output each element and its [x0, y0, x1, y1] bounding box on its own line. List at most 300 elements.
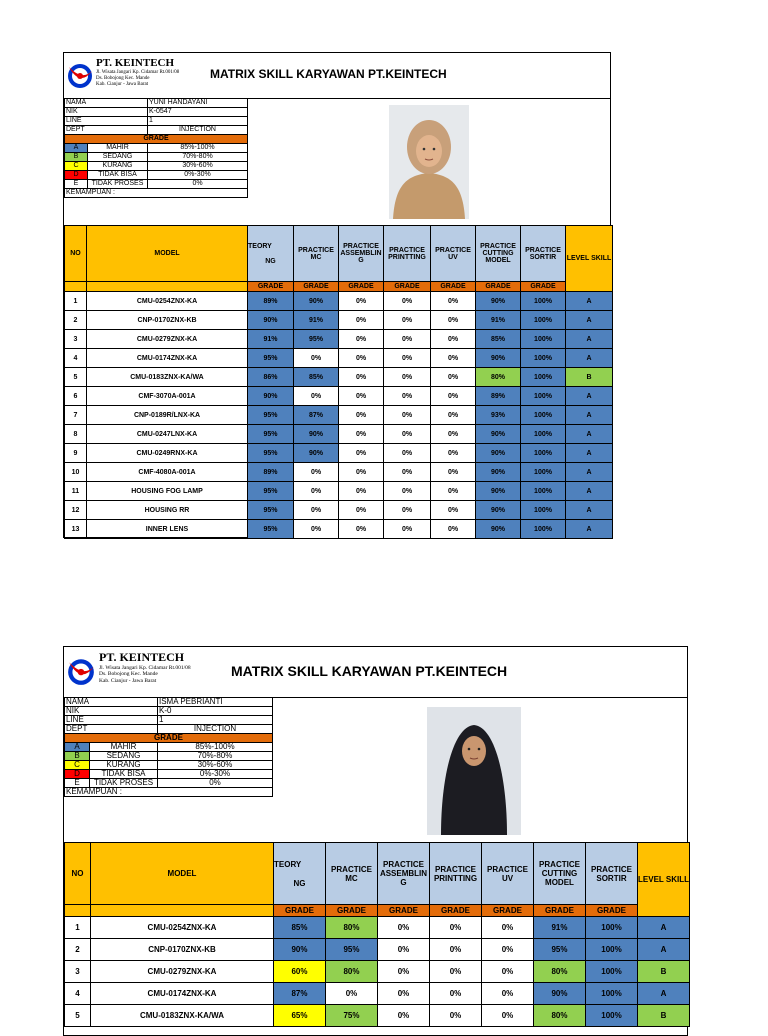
table-row	[65, 463, 613, 482]
nama-label: NAMA	[65, 99, 148, 108]
practice-mc-grade: 95%	[326, 939, 378, 961]
practice-assembling-grade: 0%	[378, 961, 430, 983]
practice-uv-grade: 0%	[431, 311, 476, 330]
grade-subheader: GRADE	[476, 282, 521, 292]
nik-value: K-0	[158, 707, 273, 716]
row-model: CMU-0279ZNX-KA	[91, 961, 274, 983]
row-no: 7	[65, 406, 87, 425]
table-row	[65, 1005, 690, 1027]
row-model: CMU-0183ZNX-KA/WA	[91, 1005, 274, 1027]
practice-assembling-grade: 0%	[378, 917, 430, 939]
nama-label: NAMA	[65, 698, 158, 707]
practice-mc-grade: 75%	[326, 1005, 378, 1027]
skill-table-body	[65, 917, 690, 1027]
teory-grade: 60%	[274, 961, 326, 983]
nik-label: NIK	[65, 707, 158, 716]
grade-code: C	[65, 761, 90, 770]
practice-sortir-grade: 100%	[521, 463, 566, 482]
employee-info-table	[64, 697, 273, 797]
practice-uv-grade: 0%	[431, 292, 476, 311]
row-model: CMU-0174ZNX-KA	[91, 983, 274, 1005]
practice-sortir-grade: 100%	[586, 917, 638, 939]
address-line: Jl. Wisata Jangari Kp. Cidamar Rt.001/08	[96, 70, 180, 75]
row-model: CMU-0249RNX-KA	[87, 444, 248, 463]
row-no: 5	[65, 368, 87, 387]
practice-cutting-grade: 90%	[476, 425, 521, 444]
skill-table	[64, 842, 690, 1027]
grade-legend-title: GRADE	[65, 734, 273, 743]
grade-range: 30%-60%	[158, 761, 273, 770]
col-header-practice-mc: PRACTICE MC	[326, 843, 378, 905]
row-model: HOUSING RR	[87, 501, 248, 520]
grade-subheader: GRADE	[384, 282, 431, 292]
teory-grade: 95%	[248, 501, 294, 520]
row-model: CMU-0254ZNX-KA	[87, 292, 248, 311]
dept-label: DEPT	[65, 725, 158, 734]
row-no: 5	[65, 1005, 91, 1027]
row-no: 10	[65, 463, 87, 482]
practice-sortir-grade: 100%	[521, 349, 566, 368]
practice-sortir-grade: 100%	[521, 292, 566, 311]
grade-range: 85%-100%	[158, 743, 273, 752]
practice-printing-grade: 0%	[384, 520, 431, 539]
practice-mc-grade: 0%	[294, 501, 339, 520]
grade-code: A	[65, 144, 88, 153]
practice-uv-grade: 0%	[431, 520, 476, 539]
col-header-level-skill: LEVEL SKILL	[566, 226, 613, 292]
practice-assembling-grade: 0%	[339, 425, 384, 444]
row-model: CMU-0254ZNX-KA	[91, 917, 274, 939]
teory-grade: 95%	[248, 482, 294, 501]
col-header-model: MODEL	[91, 843, 274, 905]
practice-cutting-grade: 80%	[534, 961, 586, 983]
row-model: CMU-0247LNX-KA	[87, 425, 248, 444]
col-header-teory	[274, 843, 326, 905]
practice-mc-grade: 80%	[326, 917, 378, 939]
dept-value: INJECTION	[158, 725, 273, 734]
nik-label: NIK	[65, 108, 148, 117]
table-row	[65, 917, 690, 939]
sheet-header	[64, 647, 687, 698]
row-no: 11	[65, 482, 87, 501]
practice-printing-grade: 0%	[384, 406, 431, 425]
practice-cutting-grade: 90%	[476, 520, 521, 539]
practice-mc-grade: 90%	[294, 444, 339, 463]
teory-grade: 95%	[248, 406, 294, 425]
table-row	[65, 482, 613, 501]
grade-subheader: GRADE	[521, 282, 566, 292]
sheet-title: MATRIX SKILL KARYAWAN PT.KEINTECH	[231, 663, 508, 679]
practice-cutting-grade: 85%	[476, 330, 521, 349]
level-skill: A	[638, 917, 690, 939]
grade-range: 70%-80%	[148, 153, 248, 162]
row-no: 9	[65, 444, 87, 463]
practice-cutting-grade: 90%	[476, 292, 521, 311]
practice-printing-grade: 0%	[384, 349, 431, 368]
teory-label: TEORY	[274, 859, 302, 869]
dept-label: DEPT	[65, 126, 148, 135]
table-row	[65, 501, 613, 520]
level-skill: A	[566, 501, 613, 520]
practice-printing-grade: 0%	[384, 425, 431, 444]
practice-sortir-grade: 100%	[586, 983, 638, 1005]
grade-code: C	[65, 162, 88, 171]
row-no: 3	[65, 330, 87, 349]
practice-uv-grade: 0%	[482, 917, 534, 939]
practice-mc-grade: 0%	[294, 482, 339, 501]
col-header-practice-uv: PRACTICE UV	[482, 843, 534, 905]
grade-subheader: GRADE	[586, 905, 638, 917]
grade-subheader: GRADE	[482, 905, 534, 917]
table-row	[65, 349, 613, 368]
table-row	[65, 368, 613, 387]
practice-cutting-grade: 90%	[476, 501, 521, 520]
grade-subheader: GRADE	[339, 282, 384, 292]
level-skill: A	[566, 463, 613, 482]
practice-printing-grade: 0%	[384, 292, 431, 311]
practice-uv-grade: 0%	[431, 406, 476, 425]
teory-grade: 90%	[274, 939, 326, 961]
level-skill: A	[566, 311, 613, 330]
row-no: 4	[65, 349, 87, 368]
sheet-title: MATRIX SKILL KARYAWAN PT.KEINTECH	[210, 67, 447, 81]
table-row	[65, 311, 613, 330]
row-no: 8	[65, 425, 87, 444]
grade-label: TIDAK PROSES	[90, 779, 158, 788]
teory-grade: 86%	[248, 368, 294, 387]
level-skill: A	[566, 387, 613, 406]
practice-printing-grade: 0%	[384, 444, 431, 463]
col-header-practice-sortir: PRACTICE SORTIR	[521, 226, 566, 282]
grade-subheader: GRADE	[534, 905, 586, 917]
grade-subheader-blank	[65, 905, 91, 917]
level-skill: A	[566, 406, 613, 425]
skill-table	[64, 225, 613, 539]
teory-grade: 95%	[248, 349, 294, 368]
teory-grade: 65%	[274, 1005, 326, 1027]
col-header-practice-cutting: PRACTICE CUTTING MODEL	[534, 843, 586, 905]
teory-label: TEORY	[248, 242, 272, 250]
grade-range: 0%	[148, 180, 248, 189]
col-header-practice-cutting: PRACTICE CUTTING MODEL	[476, 226, 521, 282]
teory-grade: 89%	[248, 292, 294, 311]
practice-assembling-grade: 0%	[378, 939, 430, 961]
grade-code: A	[65, 743, 90, 752]
col-header-no: NO	[65, 226, 87, 282]
line-value: 1	[158, 716, 273, 725]
row-model: INNER LENS	[87, 520, 248, 539]
table-row	[65, 520, 613, 539]
practice-sortir-grade: 100%	[586, 1005, 638, 1027]
grade-code: B	[65, 752, 90, 761]
level-skill: A	[566, 482, 613, 501]
col-header-practice-assembling: PRACTICE ASSEMBLIN G	[339, 226, 384, 282]
practice-uv-grade: 0%	[431, 482, 476, 501]
employee-photo-image	[389, 105, 469, 219]
teory-grade: 90%	[248, 311, 294, 330]
practice-printing-grade: 0%	[430, 1005, 482, 1027]
grade-subheader: GRADE	[378, 905, 430, 917]
practice-cutting-grade: 80%	[534, 1005, 586, 1027]
row-model: HOUSING FOG LAMP	[87, 482, 248, 501]
level-skill: A	[638, 939, 690, 961]
row-no: 1	[65, 917, 91, 939]
address-line: Kab. Cianjur - Jawa Barat	[99, 677, 157, 684]
col-header-teory	[248, 226, 294, 282]
practice-cutting-grade: 90%	[476, 444, 521, 463]
kemampuan-label: KEMAMPUAN :	[65, 189, 248, 198]
practice-uv-grade: 0%	[482, 939, 534, 961]
grade-subheader: GRADE	[274, 905, 326, 917]
practice-sortir-grade: 100%	[521, 444, 566, 463]
practice-printing-grade: 0%	[384, 387, 431, 406]
practice-sortir-grade: 100%	[521, 482, 566, 501]
practice-uv-grade: 0%	[431, 368, 476, 387]
practice-uv-grade: 0%	[482, 983, 534, 1005]
practice-sortir-grade: 100%	[586, 939, 638, 961]
keintech-logo-icon	[66, 651, 96, 691]
grade-subheader-row	[65, 905, 690, 917]
practice-cutting-grade: 91%	[476, 311, 521, 330]
address-line: Ds. Bobojong Kec. Mande	[99, 671, 158, 678]
grade-code: D	[65, 171, 88, 180]
grade-range: 30%-60%	[148, 162, 248, 171]
col-header-level-skill: LEVEL SKILL	[638, 843, 690, 917]
practice-uv-grade: 0%	[431, 330, 476, 349]
practice-printing-grade: 0%	[384, 330, 431, 349]
practice-sortir-grade: 100%	[521, 330, 566, 349]
employee-photo	[389, 105, 469, 219]
practice-printing-grade: 0%	[384, 311, 431, 330]
nama-value: ISMA PEBRIANTI	[158, 698, 273, 707]
practice-cutting-grade: 90%	[476, 482, 521, 501]
grade-range: 85%-100%	[148, 144, 248, 153]
practice-uv-grade: 0%	[482, 961, 534, 983]
skill-matrix-sheet-1	[63, 52, 611, 538]
row-model: CMU-0183ZNX-KA/WA	[87, 368, 248, 387]
practice-mc-grade: 0%	[294, 463, 339, 482]
practice-assembling-grade: 0%	[339, 520, 384, 539]
practice-assembling-grade: 0%	[339, 368, 384, 387]
practice-assembling-grade: 0%	[339, 311, 384, 330]
col-header-practice-assembling: PRACTICE ASSEMBLIN G	[378, 843, 430, 905]
practice-assembling-grade: 0%	[378, 1005, 430, 1027]
teory-grade: 95%	[248, 425, 294, 444]
grade-subheader: GRADE	[248, 282, 294, 292]
practice-assembling-grade: 0%	[339, 387, 384, 406]
grade-subheader: GRADE	[431, 282, 476, 292]
level-skill: A	[566, 444, 613, 463]
teory-grade: 89%	[248, 463, 294, 482]
practice-sortir-grade: 100%	[521, 520, 566, 539]
company-address	[96, 70, 179, 87]
row-no: 3	[65, 961, 91, 983]
grade-range: 0%	[158, 779, 273, 788]
row-model: CMU-0174ZNX-KA	[87, 349, 248, 368]
row-model: CMU-0279ZNX-KA	[87, 330, 248, 349]
row-no: 6	[65, 387, 87, 406]
level-skill: A	[566, 292, 613, 311]
grade-label: KURANG	[90, 761, 158, 770]
skill-table-body	[65, 292, 613, 539]
practice-printing-grade: 0%	[430, 939, 482, 961]
kemampuan-label: KEMAMPUAN :	[65, 788, 273, 797]
practice-cutting-grade: 91%	[534, 917, 586, 939]
col-header-model: MODEL	[87, 226, 248, 282]
row-no: 4	[65, 983, 91, 1005]
practice-sortir-grade: 100%	[521, 501, 566, 520]
row-model: CMF-4080A-001A	[87, 463, 248, 482]
level-skill: A	[566, 349, 613, 368]
employee-photo	[427, 707, 521, 835]
practice-printing-grade: 0%	[430, 917, 482, 939]
practice-uv-grade: 0%	[482, 1005, 534, 1027]
col-header-practice-printing: PRACTICE PRINTTING	[384, 226, 431, 282]
practice-mc-grade: 87%	[294, 406, 339, 425]
practice-mc-grade: 0%	[294, 520, 339, 539]
grade-label: SEDANG	[90, 752, 158, 761]
nik-value: K-0547	[148, 108, 248, 117]
company-name: PT. KEINTECH	[99, 650, 185, 664]
practice-cutting-grade: 93%	[476, 406, 521, 425]
grade-subheader-blank	[87, 282, 248, 292]
table-row	[65, 425, 613, 444]
level-skill: A	[566, 425, 613, 444]
practice-mc-grade: 85%	[294, 368, 339, 387]
grade-label: SEDANG	[88, 153, 148, 162]
row-model: CNP-0170ZNX-KB	[91, 939, 274, 961]
level-skill: A	[566, 330, 613, 349]
address-line: Ds. Bobojong Kec. Mande	[96, 75, 150, 81]
practice-printing-grade: 0%	[384, 463, 431, 482]
grade-code: E	[65, 180, 88, 189]
grade-range: 70%-80%	[158, 752, 273, 761]
dept-value: INJECTION	[148, 126, 248, 135]
grade-subheader: GRADE	[430, 905, 482, 917]
practice-assembling-grade: 0%	[339, 330, 384, 349]
teory-grade: 95%	[248, 444, 294, 463]
grade-code: B	[65, 153, 88, 162]
practice-assembling-grade: 0%	[339, 349, 384, 368]
practice-printing-grade: 0%	[430, 983, 482, 1005]
grade-code: D	[65, 770, 90, 779]
line-label: LINE	[65, 117, 148, 126]
grade-label: TIDAK BISA	[88, 171, 148, 180]
row-model: CNP-0189R/LNX-KA	[87, 406, 248, 425]
row-model: CMF-3070A-001A	[87, 387, 248, 406]
practice-uv-grade: 0%	[431, 463, 476, 482]
practice-printing-grade: 0%	[430, 961, 482, 983]
teory-grade: 87%	[274, 983, 326, 1005]
practice-sortir-grade: 100%	[586, 961, 638, 983]
grade-label: TIDAK BISA	[90, 770, 158, 779]
practice-mc-grade: 0%	[326, 983, 378, 1005]
practice-assembling-grade: 0%	[339, 501, 384, 520]
practice-sortir-grade: 100%	[521, 406, 566, 425]
teory-grade: 95%	[248, 520, 294, 539]
practice-assembling-grade: 0%	[339, 482, 384, 501]
grade-range: 0%-30%	[148, 171, 248, 180]
practice-mc-grade: 95%	[294, 330, 339, 349]
practice-uv-grade: 0%	[431, 425, 476, 444]
level-skill: A	[638, 983, 690, 1005]
grade-subheader: GRADE	[294, 282, 339, 292]
grade-subheader: GRADE	[326, 905, 378, 917]
practice-sortir-grade: 100%	[521, 368, 566, 387]
practice-mc-grade: 91%	[294, 311, 339, 330]
practice-cutting-grade: 95%	[534, 939, 586, 961]
ng-label: NG	[265, 257, 276, 265]
practice-assembling-grade: 0%	[339, 463, 384, 482]
grade-label: MAHIR	[88, 144, 148, 153]
practice-printing-grade: 0%	[384, 482, 431, 501]
practice-cutting-grade: 90%	[476, 349, 521, 368]
grade-legend-title: GRADE	[65, 135, 248, 144]
grade-code: E	[65, 779, 90, 788]
practice-assembling-grade: 0%	[339, 292, 384, 311]
address-line: Kab. Cianjur - Jawa Barat	[96, 81, 149, 87]
grade-label: TIDAK PROSES	[88, 180, 148, 189]
col-header-practice-uv: PRACTICE UV	[431, 226, 476, 282]
grade-subheader-blank	[91, 905, 274, 917]
practice-mc-grade: 90%	[294, 292, 339, 311]
practice-assembling-grade: 0%	[339, 444, 384, 463]
table-row	[65, 983, 690, 1005]
employee-info-table	[64, 98, 248, 198]
teory-grade: 90%	[248, 387, 294, 406]
grade-label: MAHIR	[90, 743, 158, 752]
grade-subheader-row	[65, 282, 613, 292]
practice-printing-grade: 0%	[384, 368, 431, 387]
practice-mc-grade: 0%	[294, 349, 339, 368]
practice-uv-grade: 0%	[431, 501, 476, 520]
company-address	[99, 665, 191, 684]
sheet-header	[64, 53, 610, 99]
table-row	[65, 444, 613, 463]
table-row	[65, 961, 690, 983]
col-header-practice-printing: PRACTICE PRINTTING	[430, 843, 482, 905]
skill-matrix-sheet-2	[63, 646, 688, 1036]
company-name: PT. KEINTECH	[96, 57, 175, 69]
line-label: LINE	[65, 716, 158, 725]
row-no: 2	[65, 939, 91, 961]
practice-printing-grade: 0%	[384, 501, 431, 520]
practice-uv-grade: 0%	[431, 444, 476, 463]
address-line: Jl. Wisata Jangari Kp. Cidamar Rt.001/08	[99, 665, 191, 671]
practice-sortir-grade: 100%	[521, 311, 566, 330]
grade-label: KURANG	[88, 162, 148, 171]
practice-uv-grade: 0%	[431, 349, 476, 368]
row-no: 1	[65, 292, 87, 311]
level-skill: A	[566, 520, 613, 539]
practice-mc-grade: 80%	[326, 961, 378, 983]
col-header-practice-sortir: PRACTICE SORTIR	[586, 843, 638, 905]
practice-cutting-grade: 89%	[476, 387, 521, 406]
table-row	[65, 330, 613, 349]
employee-photo-image	[427, 707, 521, 835]
line-value: 1	[148, 117, 248, 126]
row-no: 13	[65, 520, 87, 539]
table-row	[65, 292, 613, 311]
table-row	[65, 387, 613, 406]
practice-cutting-grade: 90%	[534, 983, 586, 1005]
row-no: 12	[65, 501, 87, 520]
grade-range: 0%-30%	[158, 770, 273, 779]
practice-sortir-grade: 100%	[521, 425, 566, 444]
practice-assembling-grade: 0%	[339, 406, 384, 425]
table-row	[65, 939, 690, 961]
practice-mc-grade: 0%	[294, 387, 339, 406]
